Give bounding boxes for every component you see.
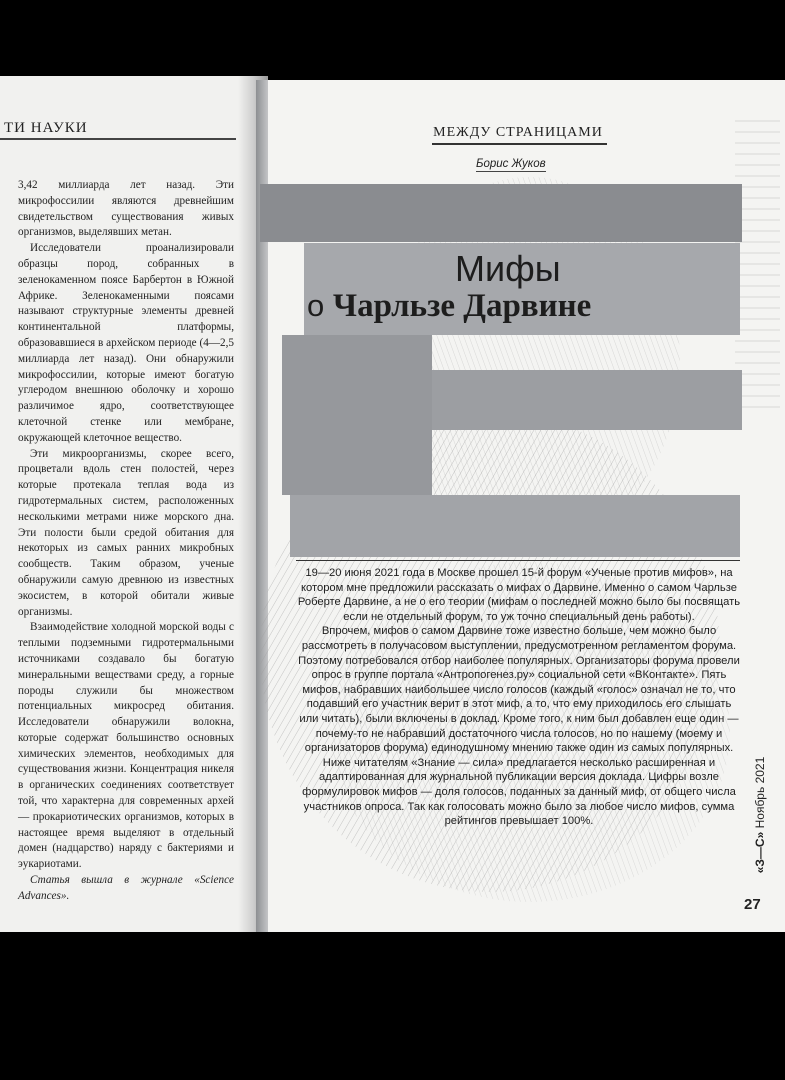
decorative-gray-band: [290, 495, 740, 557]
left-source-note: Статья вышла в журнале «Science Advances».: [18, 874, 234, 902]
left-running-head: ТИ НАУКИ: [4, 120, 88, 136]
page-number: 27: [744, 896, 761, 913]
left-paragraph: Эти микроорганизмы, скорее всего, процветали вдоль стен полостей, через которые протекала теплая вода из гидротермальных систем, расположенных несколькими метрами ниже морского дна. Эти полости были средой обитания для некоторых из самых ранних микробных сообществ. Таким образом, ученые обнаружили самую древнюю из известных экосистем, в которой обитали живые организмы.: [18, 447, 234, 618]
decorative-gray-band: [432, 370, 742, 430]
decorative-gray-band: [282, 335, 432, 495]
section-title: МЕЖДУ СТРАНИЦАМИ: [433, 125, 603, 140]
intro-paragraph: 19—20 июня 2021 года в Москве прошел 15-й форум «Ученые против мифов», на котором мне предложили рассказать о мифах о Дарвине. Именно о самом Чарльзе Роберте Дарвине, а не о его теории (мифам о последней можно было бы посвящать если не отдельный форум, то уж точно специальный день работы).: [297, 567, 741, 623]
left-article-text: [18, 178, 234, 905]
spine-issue-label: [753, 757, 767, 874]
spine-brand: «З—С»: [753, 831, 767, 874]
left-paragraph: Взаимодействие холодной морской воды с теплыми подземными гидротермальными источниками создавало бы богатую минеральными веществами среду, а горные породы служили бы множеством потенциальных микросред обитания. Исследователи обнаружили волокна, которые содержат большинство основных химических элементов, необходимых для существования жизни. Концентрация никеля в органических соединениях соответствует той, что характерна для современных архей — прокариотических организмов, которых в настоящее время выделяют в отдельный домен (надцарство) наряду с бактериями и эукариотами.: [18, 621, 234, 871]
decorative-gray-band: [260, 184, 742, 242]
spine-issue: Ноябрь 2021: [753, 756, 767, 829]
intro-rule: [296, 560, 740, 561]
left-paragraph: 3,42 миллиарда лет назад. Эти микрофоссилии являются древнейшим свидетельством существования живых организмов, выделявших метан.: [18, 179, 234, 239]
intro-paragraph: Впрочем, мифов о самом Дарвине тоже известно больше, чем можно было рассмотреть в получасовом выступлении, предусмотренном регламентом форума. Поэтому потребовался отбор наиболее популярных. Организаторы форума провели опрос в группе портала «Антропогенез.ру» социальной сети «ВКонтакте». Пять мифов, набравших наибольшее число голосов (каждый «голос» означал не то, что подавший его участник верит в этот миф, а то, что ему приходилось его слышать или читать), были включены в доклад. Кроме того, к ним был добавлен еще один — почему-то не набравший достаточного числа голосов, но по нашему (моему и организаторов форума) единодушному мнению также один из самых популярных.: [298, 625, 740, 755]
section-rule: [432, 143, 607, 145]
intro-text: [296, 566, 742, 829]
left-header-rule: [0, 138, 236, 140]
title-name: Чарльзе Дарвине: [332, 288, 592, 324]
intro-paragraph: Ниже читателям «Знание — сила» предлагается несколько расширенная и адаптированная для журнальной публикации версия доклада. Цифры возле формулировок мифов — доля голосов, поданных за данный миф, от общего числа участников опроса. Так как голосовать можно было за любое число мифов, сумма рейтингов превышает 100%.: [302, 756, 736, 828]
author-name: Борис Жуков: [476, 158, 546, 170]
article-title-line1: Мифы: [455, 248, 561, 289]
article-title-line2: [307, 288, 591, 325]
title-prefix: о: [307, 288, 325, 323]
left-paragraph: Исследователи проанализировали образцы пород, собранных в зеленокаменном поясе Барбертон в Южной Африке. Зеленокаменными поясами называют структурные элементы древней континентальной платформы, образовавшиеся в архейском периоде (4—2,5 миллиарда лет назад). Они обнаружили микрофоссилии, которые имеют богатую углеродом внешнюю оболочку и хорошо различимое ядро, соответствующее клеточной стенке или мембране, окружающей клеточное вещество.: [18, 242, 234, 444]
